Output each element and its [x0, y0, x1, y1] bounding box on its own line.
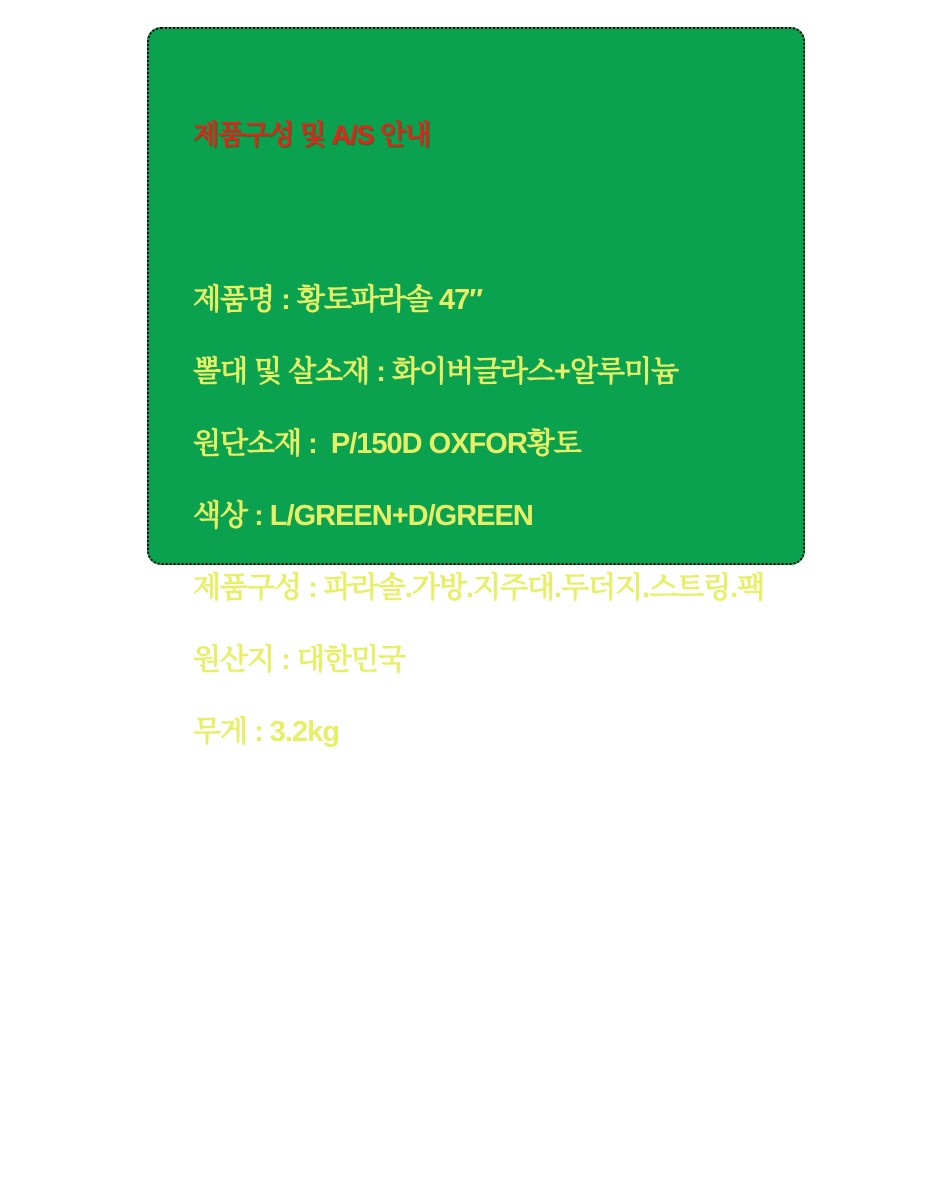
as-heading: A/S 접수처	[193, 914, 327, 946]
as-contact-block	[193, 876, 773, 1128]
product-info-card	[147, 27, 805, 1090]
spec-line-pole-material: 뽈대 및 살소재 : 화이버글라스+알루미늄	[193, 356, 679, 388]
spec-line-components: 제품구성 : 파라솔.가방.지주대.두더지.스트링.팩	[193, 572, 765, 604]
as-address: 호봉실업 주소 : 경기 시흥시 대야동 457-1	[193, 986, 692, 1018]
as-phone-fax: 전화 : 031-318-5475 FAX : 031-312-8913	[193, 1058, 691, 1090]
spec-line-product-name: 제품명 : 황토파라솔 47″	[193, 284, 483, 316]
spec-line-fabric-material: 원단소재 : P/150D OXFOR황토	[193, 428, 581, 460]
spec-line-weight: 무게 : 3.2kg	[193, 716, 339, 748]
product-spec-block	[193, 246, 773, 786]
card-title: 제품구성 및 A/S 안내	[193, 120, 431, 150]
spec-line-origin: 원산지 : 대한민국	[193, 644, 405, 676]
spec-line-color: 색상 : L/GREEN+D/GREEN	[193, 500, 533, 532]
